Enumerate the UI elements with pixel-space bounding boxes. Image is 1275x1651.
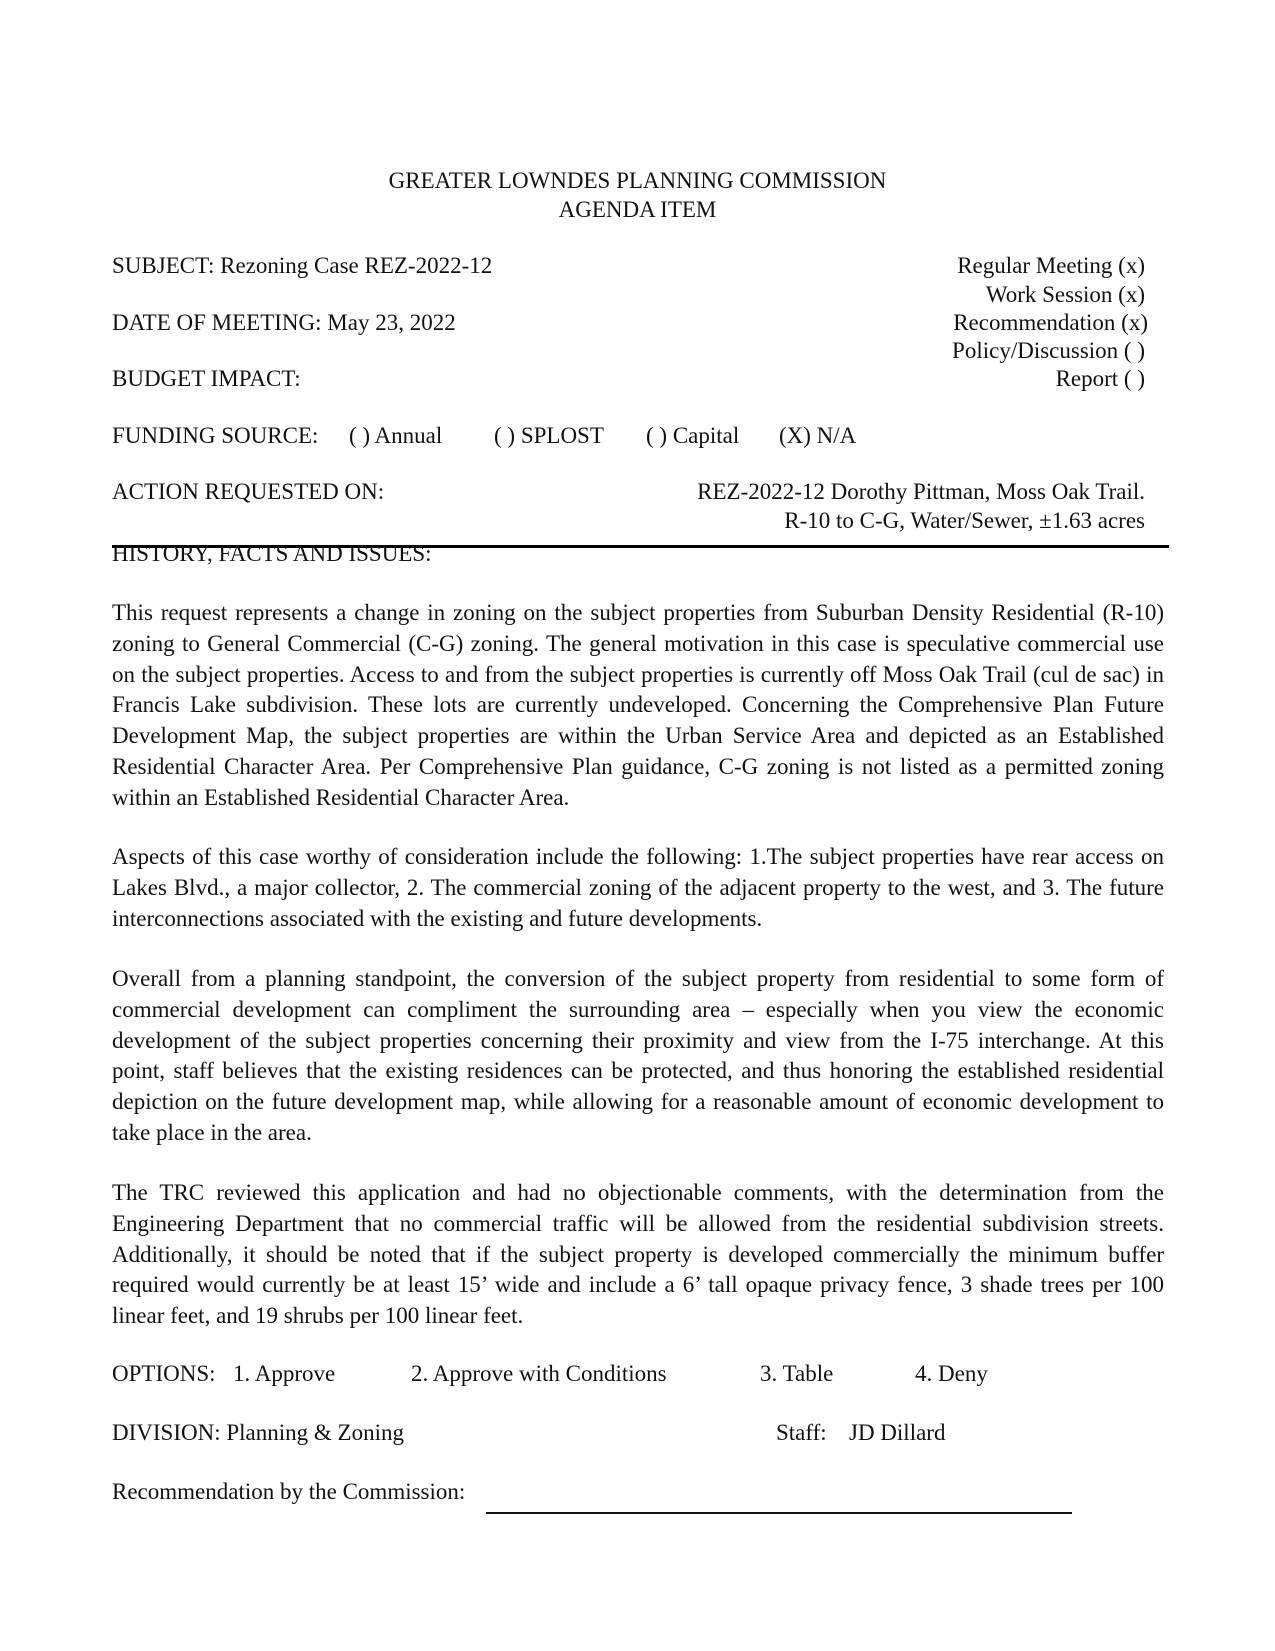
funding-capital: ( ) Capital <box>646 423 740 448</box>
meeting-type-work-session: Work Session (x) <box>985 282 1145 307</box>
staff-name: JD Dillard <box>849 1420 946 1445</box>
options-label: OPTIONS: <box>112 1361 216 1386</box>
history-paragraph-3: Overall from a planning standpoint, the conversion of the subject property from residential to some form of commercial development can compliment the surrounding area – especially when you view the economic development of the subject properties concerning their proximity and view from the I-75 interchange. At this point, staff believes that the existing residences can be protected, and thus honoring the established residential depiction on the future development map, while allowing for a reasonable amount of economic development to take place in the area. <box>112 966 1164 1145</box>
action-requested-details: R-10 to C-G, Water/Sewer, ±1.63 acres <box>784 508 1145 533</box>
option-table: 3. Table <box>760 1361 834 1386</box>
option-deny: 4. Deny <box>915 1361 988 1386</box>
history-paragraph-2: Aspects of this case worthy of consideration include the following: 1.The subject properties have rear access on Lakes Blvd., a major collector, 2. The commercial zoning of the adjacent property to the west, and 3. The future interconnections associated with the existing and future developments. <box>112 844 1164 931</box>
option-approve: 1. Approve <box>233 1361 336 1386</box>
funding-annual: ( ) Annual <box>349 423 443 448</box>
history-heading: HISTORY, FACTS AND ISSUES: <box>112 541 432 566</box>
subject-line: SUBJECT: Rezoning Case REZ-2022-12 <box>112 253 493 278</box>
meeting-type-regular: Regular Meeting (x) <box>957 253 1145 278</box>
meeting-type-report: Report ( ) <box>1055 366 1145 391</box>
action-requested-label: ACTION REQUESTED ON: <box>112 479 385 504</box>
staff-label: Staff: <box>776 1420 827 1445</box>
history-paragraph-4: The TRC reviewed this application and had no objectionable comments, with the determination from the Engineering Department that no commercial traffic will be allowed from the residential subdivision streets. Additionally, it should be noted that if the subject property is developed commercially the minimum buffer required would currently be at least 15’ wide and include a 6’ tall opaque privacy fence, 3 shade trees per 100 linear feet, and 19 shrubs per 100 linear feet. <box>112 1180 1164 1329</box>
date-of-meeting: DATE OF MEETING: May 23, 2022 <box>112 310 456 335</box>
action-requested-case: REZ-2022-12 Dorothy Pittman, Moss Oak Trail. <box>697 479 1145 504</box>
header-title: GREATER LOWNDES PLANNING COMMISSION <box>388 168 887 193</box>
meeting-type-policy: Policy/Discussion ( ) <box>952 338 1145 363</box>
history-paragraph-1: This request represents a change in zoning on the subject properties from Suburban Density Residential (R-10) zoning to General Commercial (C-G) zoning. The general motivation in this case is speculative commercial use on the subject properties. Access to and from the subject properties is currently off Moss Oak Trail (cul de sac) in Francis Lake subdivision. These lots are currently undeveloped. Concerning the Comprehensive Plan Future Development Map, the subject properties are within the Urban Service Area and depicted as an Established Residential Character Area. Per Comprehensive Plan guidance, C-G zoning is not listed as a permitted zoning within an Established Residential Character Area. <box>112 600 1164 810</box>
funding-source-label: FUNDING SOURCE: <box>112 423 319 448</box>
funding-na: (X) N/A <box>779 423 857 448</box>
option-approve-with-conditions: 2. Approve with Conditions <box>411 1361 667 1386</box>
division-line: DIVISION: Planning & Zoning <box>112 1420 404 1445</box>
recommendation-label: Recommendation by the Commission: <box>112 1479 466 1504</box>
meeting-type-recommendation: Recommendation (x) <box>953 310 1148 335</box>
budget-impact: BUDGET IMPACT: <box>112 366 301 391</box>
funding-splost: ( ) SPLOST <box>494 423 604 448</box>
header-subtitle: AGENDA ITEM <box>558 197 717 222</box>
recommendation-blank-line <box>486 1512 1072 1514</box>
